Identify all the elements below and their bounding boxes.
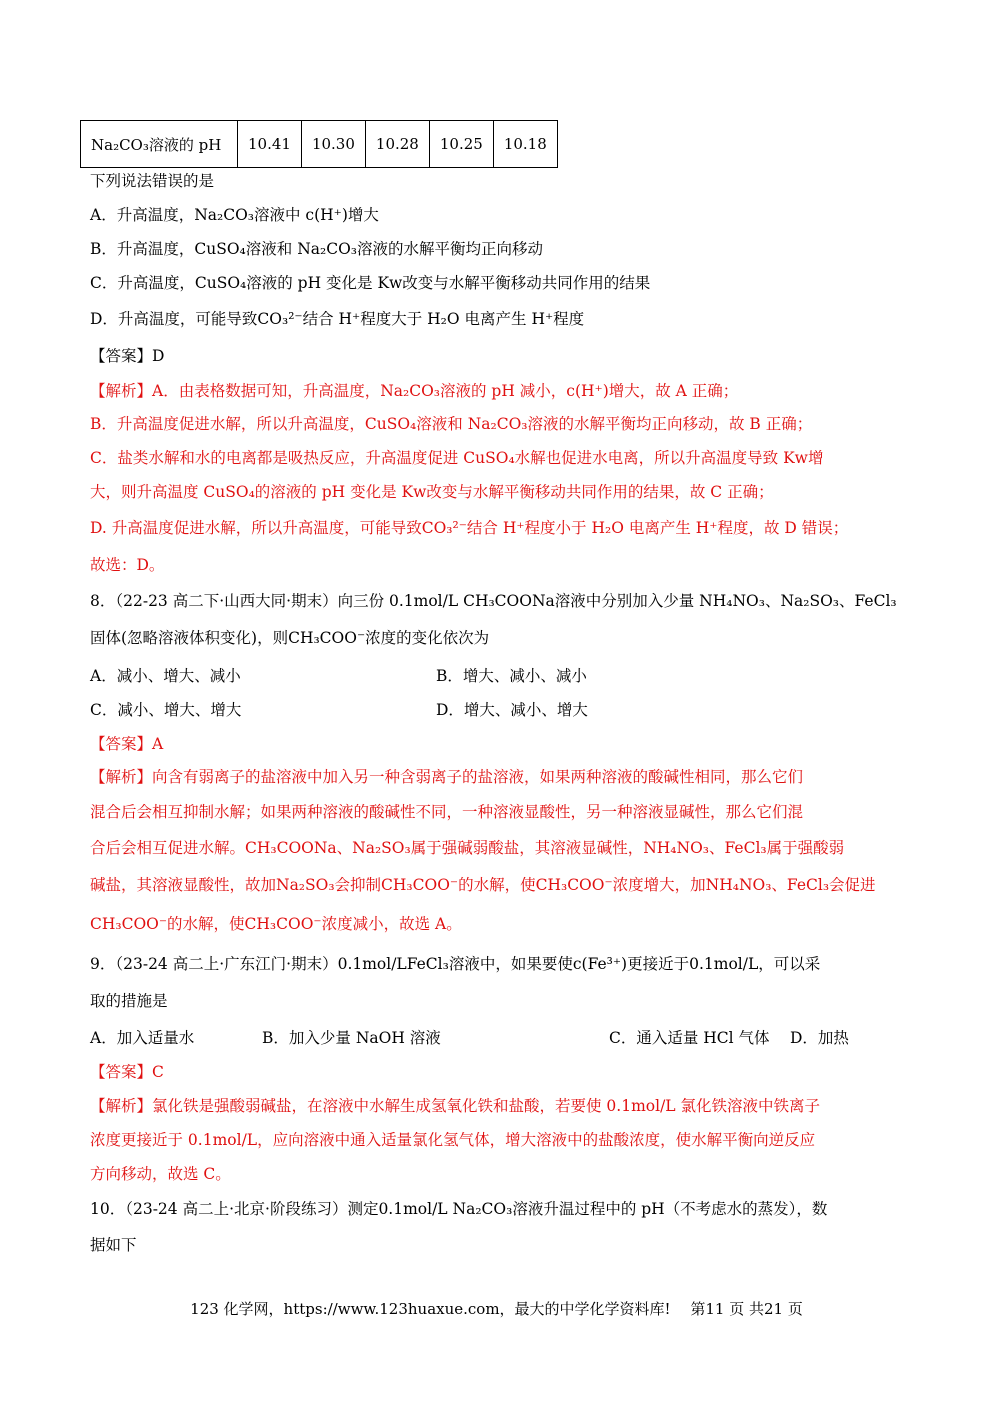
table-cell: 10.28 — [365, 121, 429, 168]
option-d: D．升高温度，可能导致CO₃²⁻结合 H⁺程度大于 H₂O 电离产生 H⁺程度 — [90, 310, 585, 328]
answer-label: 【答案】A — [90, 735, 164, 753]
explanation-line: 故选：D。 — [90, 556, 165, 574]
question-stem: 取的措施是 — [90, 992, 168, 1010]
question-stem: 下列说法错误的是 — [90, 172, 215, 190]
explanation-line: 合后会相互促进水解。CH₃COONa、Na₂SO₃属于强碱弱酸盐，其溶液显碱性，NH₄NO₃、FeCl₃属于强酸弱 — [90, 839, 845, 857]
option-a: A．加入适量水 — [90, 1029, 195, 1047]
option-a: A．升高温度，Na₂CO₃溶液中 c(H⁺)增大 — [90, 206, 379, 224]
explanation-line: 【解析】A．由表格数据可知，升高温度，Na₂CO₃溶液的 pH 减小，c(H⁺)增大，故 A 正确； — [90, 382, 739, 400]
question-stem: 8．（22-23 高二下·山西大同·期末）向三份 0.1mol/L CH₃COONa溶液中分别加入少量 NH₄NO₃、Na₂SO₃、FeCl₃ — [90, 592, 897, 610]
explanation-line: 【解析】氯化铁是强酸弱碱盐，在溶液中水解生成氢氧化铁和盐酸，若要使 0.1mol/L 氯化铁溶液中铁离子 — [90, 1097, 821, 1115]
option-c: C．减小、增大、增大 — [90, 701, 242, 719]
explanation-line: 混合后会相互抑制水解；如果两种溶液的酸碱性不同，一种溶液显酸性，另一种溶液显碱性，那么它们混 — [90, 803, 804, 821]
question-stem: 10．（23-24 高二上·北京·阶段练习）测定0.1mol/L Na₂CO₃溶液升温过程中的 pH（不考虑水的蒸发），数 — [90, 1200, 828, 1218]
page-footer: 123 化学网，https://www.123huaxue.com，最大的中学化学资料库! 第11 页 共21 页 — [190, 1300, 803, 1318]
table-cell: 10.25 — [429, 121, 493, 168]
question-stem: 固体(忽略溶液体积变化)，则CH₃COO⁻浓度的变化依次为 — [90, 629, 490, 647]
explanation-line: 浓度更接近于 0.1mol/L，应向溶液中通入适量氯化氢气体，增大溶液中的盐酸浓度，使水解平衡向逆反应 — [90, 1131, 816, 1149]
explanation-line: C．盐类水解和水的电离都是吸热反应，升高温度促进 CuSO₄水解也促进水电离，所以升高温度导致 Kw增 — [90, 449, 824, 467]
explanation-line: B．升高温度促进水解，所以升高温度，CuSO₄溶液和 Na₂CO₃溶液的水解平衡均正向移动，故 B 正确； — [90, 415, 813, 433]
option-a: A．减小、增大、减小 — [90, 667, 241, 685]
option-c: C．升高温度，CuSO₄溶液的 pH 变化是 Kw改变与水解平衡移动共同作用的结果 — [90, 274, 651, 292]
option-b: B．加入少量 NaOH 溶液 — [262, 1029, 441, 1047]
explanation-line: 大，则升高温度 CuSO₄的溶液的 pH 变化是 Kw改变与水解平衡移动共同作用的结果，故 C 正确； — [90, 483, 774, 501]
answer-label: 【答案】D — [90, 347, 165, 365]
option-c: C．通入适量 HCl 气体 — [609, 1029, 770, 1047]
option-d: D．增大、减小、增大 — [436, 701, 588, 719]
option-d: D．加热 — [790, 1029, 849, 1047]
ph-table — [80, 120, 558, 168]
explanation-line: 碱盐，其溶液显酸性，故加Na₂SO₃会抑制CH₃COO⁻的水解，使CH₃COO⁻浓度增大，加NH₄NO₃、FeCl₃会促进 — [90, 876, 876, 894]
explanation-line: CH₃COO⁻的水解，使CH₃COO⁻浓度减小，故选 A。 — [90, 915, 462, 933]
table-cell: 10.41 — [238, 121, 302, 168]
question-stem: 9．（23-24 高二上·广东江门·期末）0.1mol/LFeCl₃溶液中，如果要使c(Fe³⁺)更接近于0.1mol/L，可以采 — [90, 955, 821, 973]
table-cell: 10.18 — [493, 121, 557, 168]
question-stem: 据如下 — [90, 1236, 137, 1254]
table-row — [81, 121, 558, 168]
answer-label: 【答案】C — [90, 1063, 164, 1081]
table-head-cell: Na₂CO₃溶液的 pH — [81, 121, 238, 168]
option-b: B．升高温度，CuSO₄溶液和 Na₂CO₃溶液的水解平衡均正向移动 — [90, 240, 543, 258]
table-cell: 10.30 — [301, 121, 365, 168]
explanation-line: D. 升高温度促进水解，所以升高温度，可能导致CO₃²⁻结合 H⁺程度小于 H₂O 电离产生 H⁺程度，故 D 错误； — [90, 519, 849, 537]
option-b: B．增大、减小、减小 — [436, 667, 587, 685]
explanation-line: 方向移动，故选 C。 — [90, 1165, 231, 1183]
explanation-line: 【解析】向含有弱离子的盐溶液中加入另一种含弱离子的盐溶液，如果两种溶液的酸碱性相同，那么它们 — [90, 768, 804, 786]
